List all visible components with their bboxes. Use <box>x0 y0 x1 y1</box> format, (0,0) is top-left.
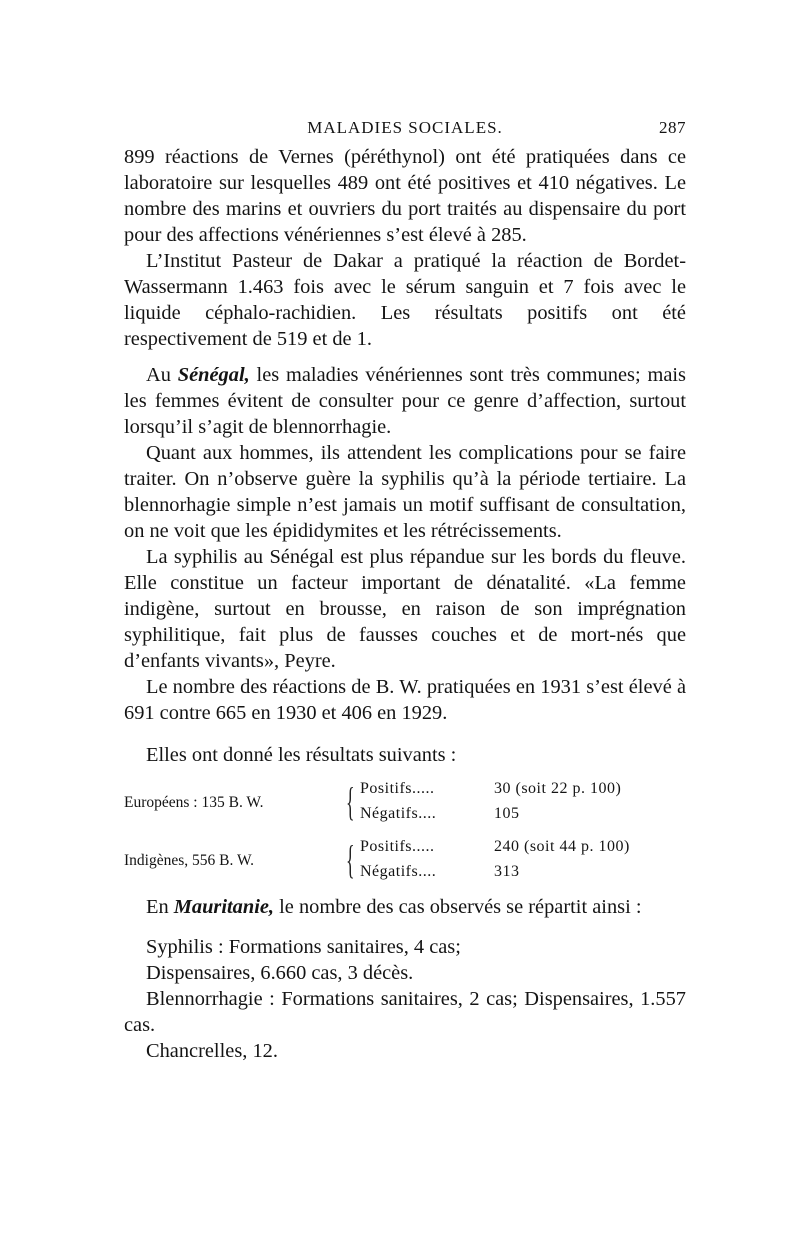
paragraph-hommes: Quant aux hommes, ils attendent les complications pour se faire traiter. On n’observe guère la syphilis qu’à la période tertiaire. La blennorhagie simple n’est jamais un motif suffisant de consultation, on ne voit que les épididymites et les rétrécissements. <box>124 442 686 542</box>
book-page <box>124 112 686 1064</box>
page-number: 287 <box>659 118 686 137</box>
running-title: MALADIES SOCIALES. <box>307 118 503 137</box>
mauritanie-text: le nombre des cas observés se répartit ainsi : <box>274 896 642 918</box>
paragraph-syphilis-senegal: La syphilis au Sénégal est plus répandue sur les bords du fleuve. Elle constitue un facteur important de dénatalité. «La femme indigène, surtout en brousse, en raison de son imprégnation syphilitique, fait plus de fausses couches et de mort-nés que d’enfants vivants», Peyre. <box>124 546 686 672</box>
group-label-indigenes: Indigènes, 556 B. W. <box>124 852 255 869</box>
results-table <box>124 772 686 894</box>
row-value-indigenes-negatifs: 313 <box>494 863 520 880</box>
senegal-text: les maladies vénériennes sont très communes; mais les femmes évitent de consulter pour ce genre d’affection, surtout lorsqu’il s’agit de blennorrhagie. <box>124 364 686 438</box>
paragraph-mauritanie <box>124 894 686 920</box>
mauritanie-case-list <box>124 934 686 1064</box>
paragraph-institut-pasteur: L’Institut Pasteur de Dakar a pratiqué la réaction de Bordet-Wassermann 1.463 fois avec le sérum sanguin et 7 fois avec le liquide céphalo-rachidien. Les résultats positifs ont été respectivement de 519 et de 1. <box>124 250 686 350</box>
paragraph-vernes-reactions: 899 réactions de Vernes (péréthynol) ont été pratiquées dans ce laboratoire sur lesquelles 489 ont été positives et 410 négatives. Le nombre des marins et ouvriers du port traités au dispensaire du port pour des affections vénériennes s’est élevé à 285. <box>124 146 686 246</box>
row-value-europeens-negatifs: 105 <box>494 805 520 822</box>
group-label-europeens: Européens : 135 B. W. <box>124 794 264 811</box>
brace-indigenes: { <box>346 837 355 882</box>
row-label-europeens-positifs: Positifs..... <box>360 780 435 797</box>
row-label-indigenes-positifs: Positifs..... <box>360 838 435 855</box>
list-item-chancrelles: Chancrelles, 12. <box>146 1040 278 1062</box>
mauritanie-prefix: En <box>146 896 174 918</box>
brace-europeens: { <box>346 779 355 824</box>
paragraph-resultats-intro: Elles ont donné les résultats suivants : <box>146 744 457 766</box>
page-body <box>124 144 686 1064</box>
row-value-indigenes-positifs: 240 (soit 44 p. 100) <box>494 838 630 855</box>
list-item-blennorrhagie: Blennorrhagie : Formations sanitaires, 2 cas; Dispensaires, 1.557 cas. <box>124 988 686 1036</box>
paragraph-bw-reactions: Le nombre des réactions de B. W. pratiquées en 1931 s’est élevé à 691 contre 665 en 1930 et 406 en 1929. <box>124 676 686 724</box>
row-value-europeens-positifs: 30 (soit 22 p. 100) <box>494 780 622 797</box>
page-header <box>124 112 686 144</box>
paragraph-senegal <box>124 362 686 440</box>
row-label-indigenes-negatifs: Négatifs.... <box>360 863 437 880</box>
row-label-europeens-negatifs: Négatifs.... <box>360 805 437 822</box>
senegal-prefix: Au <box>146 364 178 386</box>
senegal-place-name: Sénégal, <box>177 364 250 386</box>
list-item-dispensaires: Dispensaires, 6.660 cas, 3 décès. <box>146 962 414 984</box>
mauritanie-place-name: Mauritanie, <box>173 896 275 918</box>
list-item-syphilis: Syphilis : Formations sanitaires, 4 cas; <box>146 936 461 958</box>
